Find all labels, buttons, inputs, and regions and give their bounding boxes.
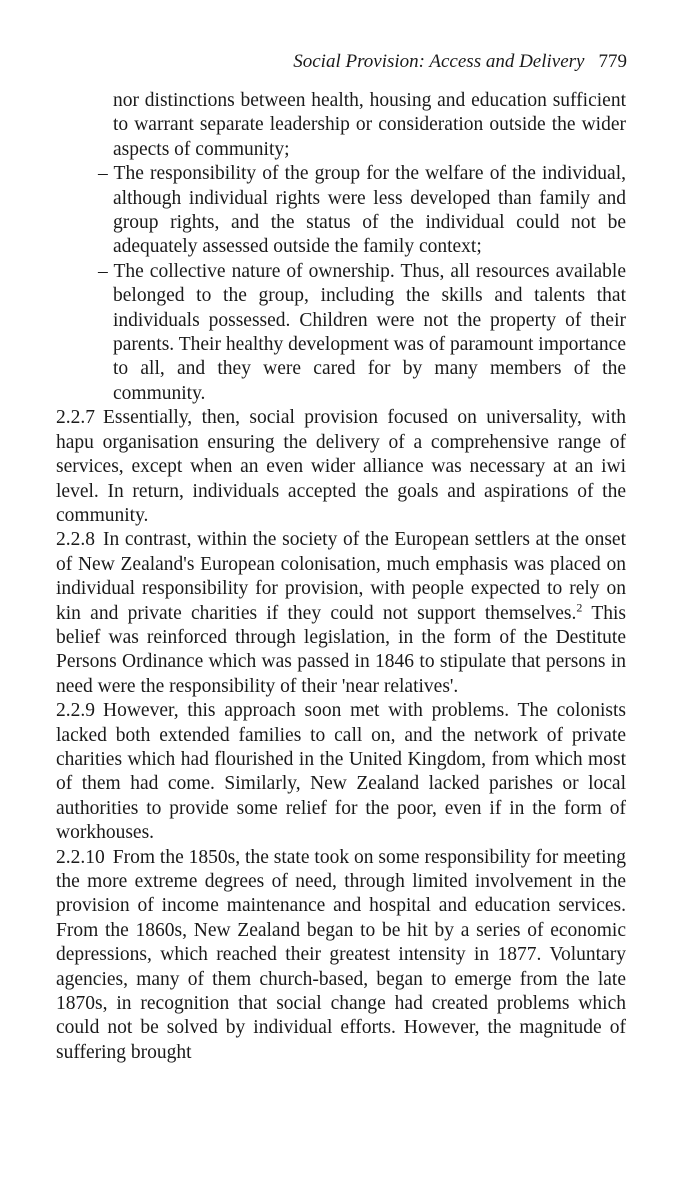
paragraph-2-2-8 xyxy=(56,528,626,699)
paragraph-text: From the 1850s, the state took on some responsibility for meeting the more extreme degrees of need, through limited involvement in the provision of income maintenance and hospital and education services. From the 1860s, New Zealand began to be hit by a series of economic depressions, which reached their greatest intensity in 1877. Voluntary agencies, many of them church-based, began to emerge from the late 1870s, in recognition that social change had created problems which could not be solved by individual efforts. However, the magnitude of suffering brought xyxy=(56,846,626,1063)
running-head-title: Social Provision: Access and Delivery xyxy=(293,51,585,72)
body-text xyxy=(56,89,626,1065)
page-number: 779 xyxy=(598,51,627,72)
paragraph-text: However, this approach soon met with problems. The colonists lacked both extended families to call on, and the network of private charities which had flourished in the United Kingdom, from which most of them had come. Similarly, New Zealand lacked parishes or local authorities to provide some relief for the poor, even if in the form of workhouses. xyxy=(56,700,626,844)
paragraph-text-continued: This belief was reinforced through legislation, in the form of the Destitute Persons Ordinance which was passed in 1846 to stipulate that persons in need were the responsibility of their 'near relatives'. xyxy=(56,602,626,697)
paragraph-number: 2.2.10 xyxy=(56,846,105,868)
paragraph-number: 2.2.8 xyxy=(56,529,95,551)
running-header xyxy=(293,50,627,74)
paragraph-text: Essentially, then, social provision focused on universality, with hapu organisation ensuring the delivery of a comprehensive range of services, except when an even wider alliance was necessary at an iwi level. In return, individuals accepted the goals and aspirations of the community. xyxy=(56,407,626,526)
bullet-item-collective-ownership: – The collective nature of ownership. Thus, all resources available belonged to the group, including the skills and talents that individuals possessed. Children were not the property of their parents. Their healthy development was of paramount importance to all, and they were cared for by many members of the community. xyxy=(98,260,626,404)
paragraph-number: 2.2.7 xyxy=(56,407,95,429)
paragraph-2-2-10 xyxy=(56,846,626,1066)
paragraph-2-2-7 xyxy=(56,406,626,528)
bullet-item-group-responsibility: – The responsibility of the group for the welfare of the individual, although individual rights were less developed than family and group rights, and the status of the individual could not be adequately assessed outside the family context; xyxy=(98,163,626,258)
paragraph-text: In contrast, within the society of the European settlers at the onset of New Zealand's European colonisation, much emphasis was placed on individual responsibility for provision, with people expected to rely on kin and private charities if they could not support themselves. xyxy=(56,529,626,624)
paragraph-number: 2.2.9 xyxy=(56,700,95,722)
paragraph-2-2-9 xyxy=(56,699,626,845)
footnote-reference: 2 xyxy=(576,600,583,615)
continuation-text: nor distinctions between health, housing and education sufficient to warrant separate leadership or consideration outside the wider aspects of community; xyxy=(113,90,626,160)
